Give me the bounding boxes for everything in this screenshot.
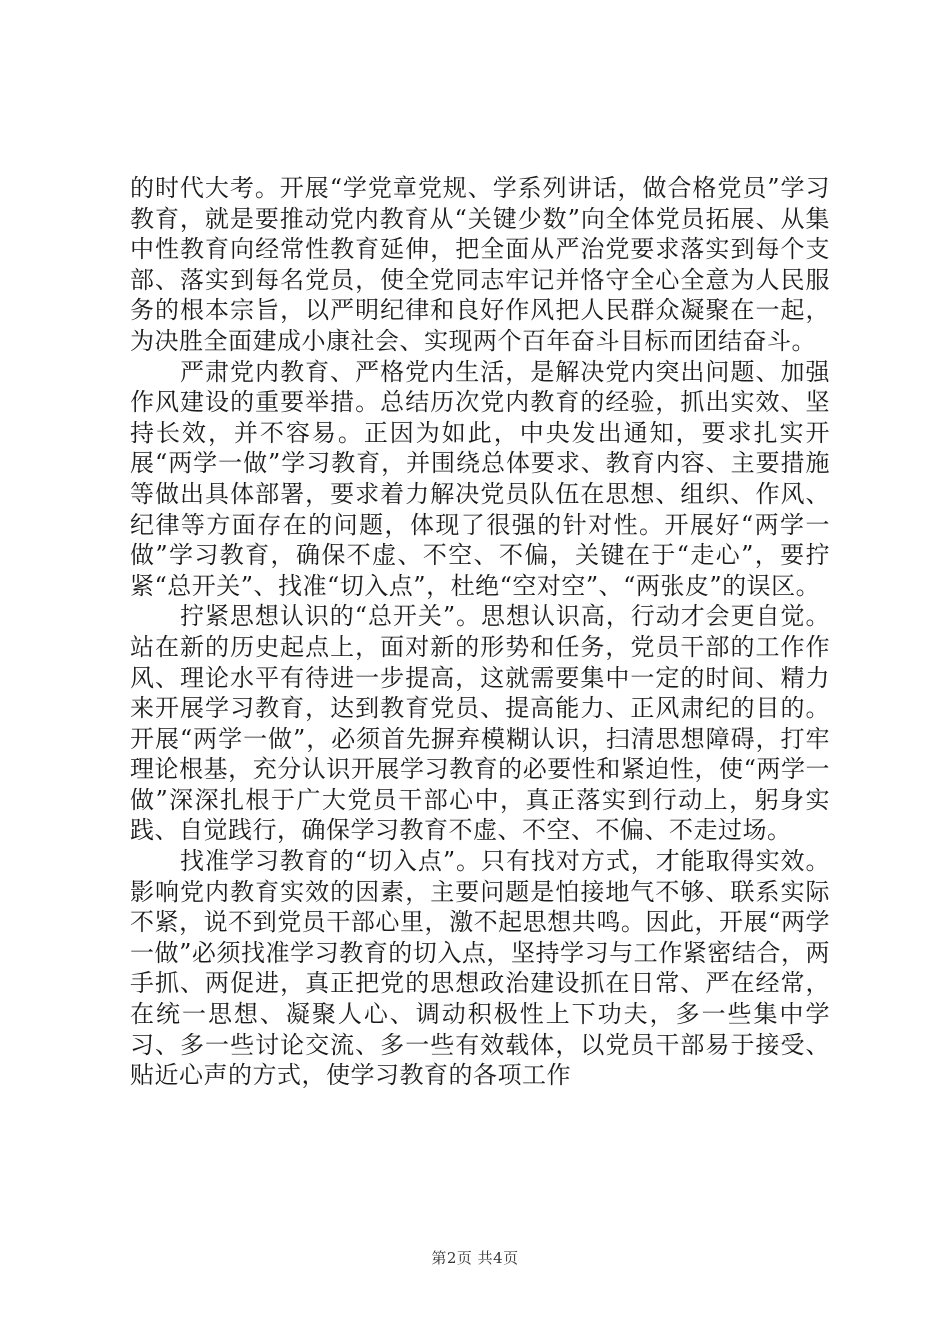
paragraph-2: 严肃党内教育、严格党内生活，是解决党内突出问题、加强作风建设的重要举措。总结历次党内教育的经验，抓出实效、坚持长效，并不容易。正因为如此，中央发出通知，要求扎实开展“两学一做”学习教育，并围绕总体要求、教育内容、主要措施等做出具体部署，要求着力解决党员队伍在思想、组织、作风、纪律等方面存在的问题，体现了很强的针对性。开展好“两学一做”学习教育，确保不虚、不空、不偏，关键在于“走心”，要拧紧“总开关”、找准“切入点”，杜绝“空对空”、“两张皮”的误区。	[130, 357, 830, 600]
paragraph-1: 的时代大考。开展“学党章党规、学系列讲话，做合格党员”学习教育，就是要推动党内教育从“关键少数”向全体党员拓展、从集中性教育向经常性教育延伸，把全面从严治党要求落实到每个支部、落实到每名党员，使全党同志牢记并恪守全心全意为人民服务的根本宗旨，以严明纪律和良好作风把人民群众凝聚在一起，为决胜全面建成小康社会、实现两个百年奋斗目标而团结奋斗。	[130, 174, 830, 355]
paragraph-3: 拧紧思想认识的“总开关”。思想认识高，行动才会更自觉。站在新的历史起点上，面对新的形势和任务，党员干部的工作作风、理论水平有待进一步提高，这就需要集中一定的时间、精力来开展学习教育，达到教育党员、提高能力、正风肃纪的目的。开展“两学一做”，必须首先摒弃模糊认识，扫清思想障碍，打牢理论根基，充分认识开展学习教育的必要性和紧迫性，使“两学一做”深深扎根于广大党员干部心中，真正落实到行动上，躬身实践、自觉践行，确保学习教育不虚、不空、不偏、不走过场。	[130, 602, 830, 845]
paragraph-4: 找准学习教育的“切入点”。只有找对方式，才能取得实效。影响党内教育实效的因素，主要问题是怕接地气不够、联系实际不紧，说不到党员干部心里，激不起思想共鸣。因此，开展“两学一做”必须找准学习教育的切入点，坚持学习与工作紧密结合，两手抓、两促进，真正把党的思想政治建设抓在日常、严在经常，在统一思想、凝聚人心、调动积极性上下功夫，多一些集中学习、多一些讨论交流、多一些有效载体，以党员干部易于接受、贴近心声的方式，使学习教育的各项工作	[130, 847, 830, 1090]
page-number-footer: 第2页 共4页	[431, 1249, 519, 1267]
document-body	[130, 173, 830, 1091]
